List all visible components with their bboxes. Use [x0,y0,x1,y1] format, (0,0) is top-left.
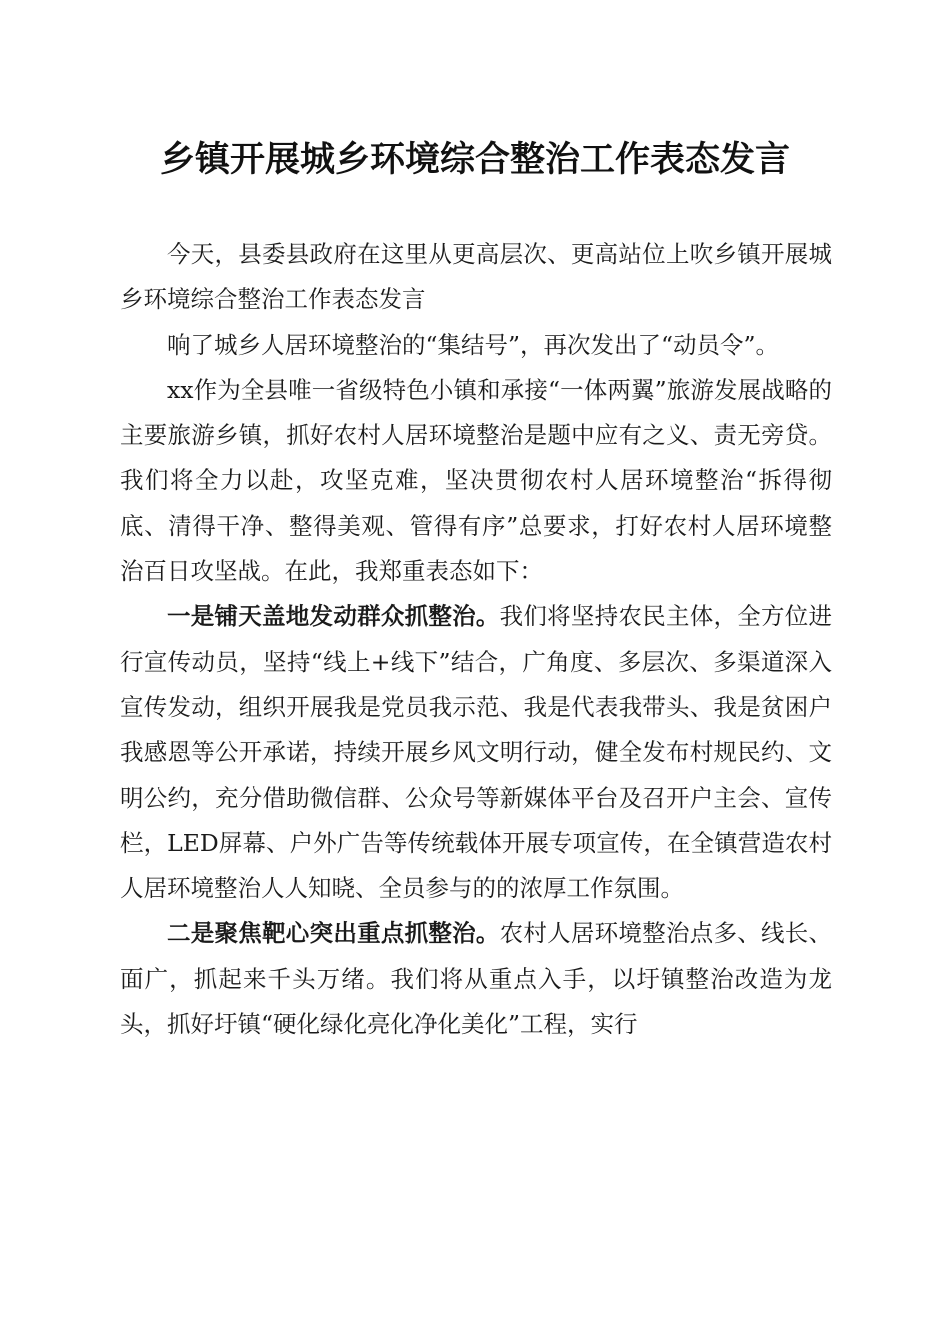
document-title: 乡镇开展城乡环境综合整治工作表态发言 [159,139,790,180]
paragraph-lead-heading: 一是铺天盖地发动群众抓整治。 [167,602,500,631]
paragraph-text: 今天，县委县政府在这里从更高层次、更高站位上吹乡镇开展城乡环境综合整治工作表态发言 [120,240,832,314]
paragraph-4 [120,594,832,911]
paragraph-1 [120,232,832,323]
paragraph-5 [120,911,832,1047]
paragraph-text: 农村人居环境整治点多、线长、面广，抓起来千头万绪。我们将从重点入手，以圩镇整治改造为龙头，抓好圩镇“硬化绿化亮化净化美化”工程，实行 [120,919,833,1039]
paragraph-lead-heading: 二是聚焦靶心突出重点抓整治。 [167,919,500,948]
paragraph-3 [120,368,832,594]
document-body [120,232,832,1047]
paragraph-2 [120,323,832,368]
paragraph-text: xx作为全县唯一省级特色小镇和承接“一体两翼”旅游发展战略的主要旅游乡镇，抓好农村人居环境整治是题中应有之义、责无旁贷。我们将全力以赴，攻坚克难，坚决贯彻农村人居环境整治“拆得彻底、清得干净、整得美观、管得有序”总要求，打好农村人居环境整治百日攻坚战。在此，我郑重表态如下： [120,375,832,586]
paragraph-text: 响了城乡人居环境整治的“集结号”，再次发出了“动员令”。 [167,330,780,359]
paragraph-text: 我们将坚持农民主体，全方位进行宣传动员，坚持“线上+线下”结合，广角度、多层次、多渠道深入宣传发动，组织开展我是党员我示范、我是代表我带头、我是贫困户我感恩等公开承诺，持续开展乡风文明行动，健全发布村规民约、文明公约，充分借助微信群、公众号等新媒体平台及召开户主会、宣传栏，LED屏幕、户外广告等传统载体开展专项宣传，在全镇营造农村人居环境整治人人知晓、全员参与的的浓厚工作氛围。 [120,602,833,903]
